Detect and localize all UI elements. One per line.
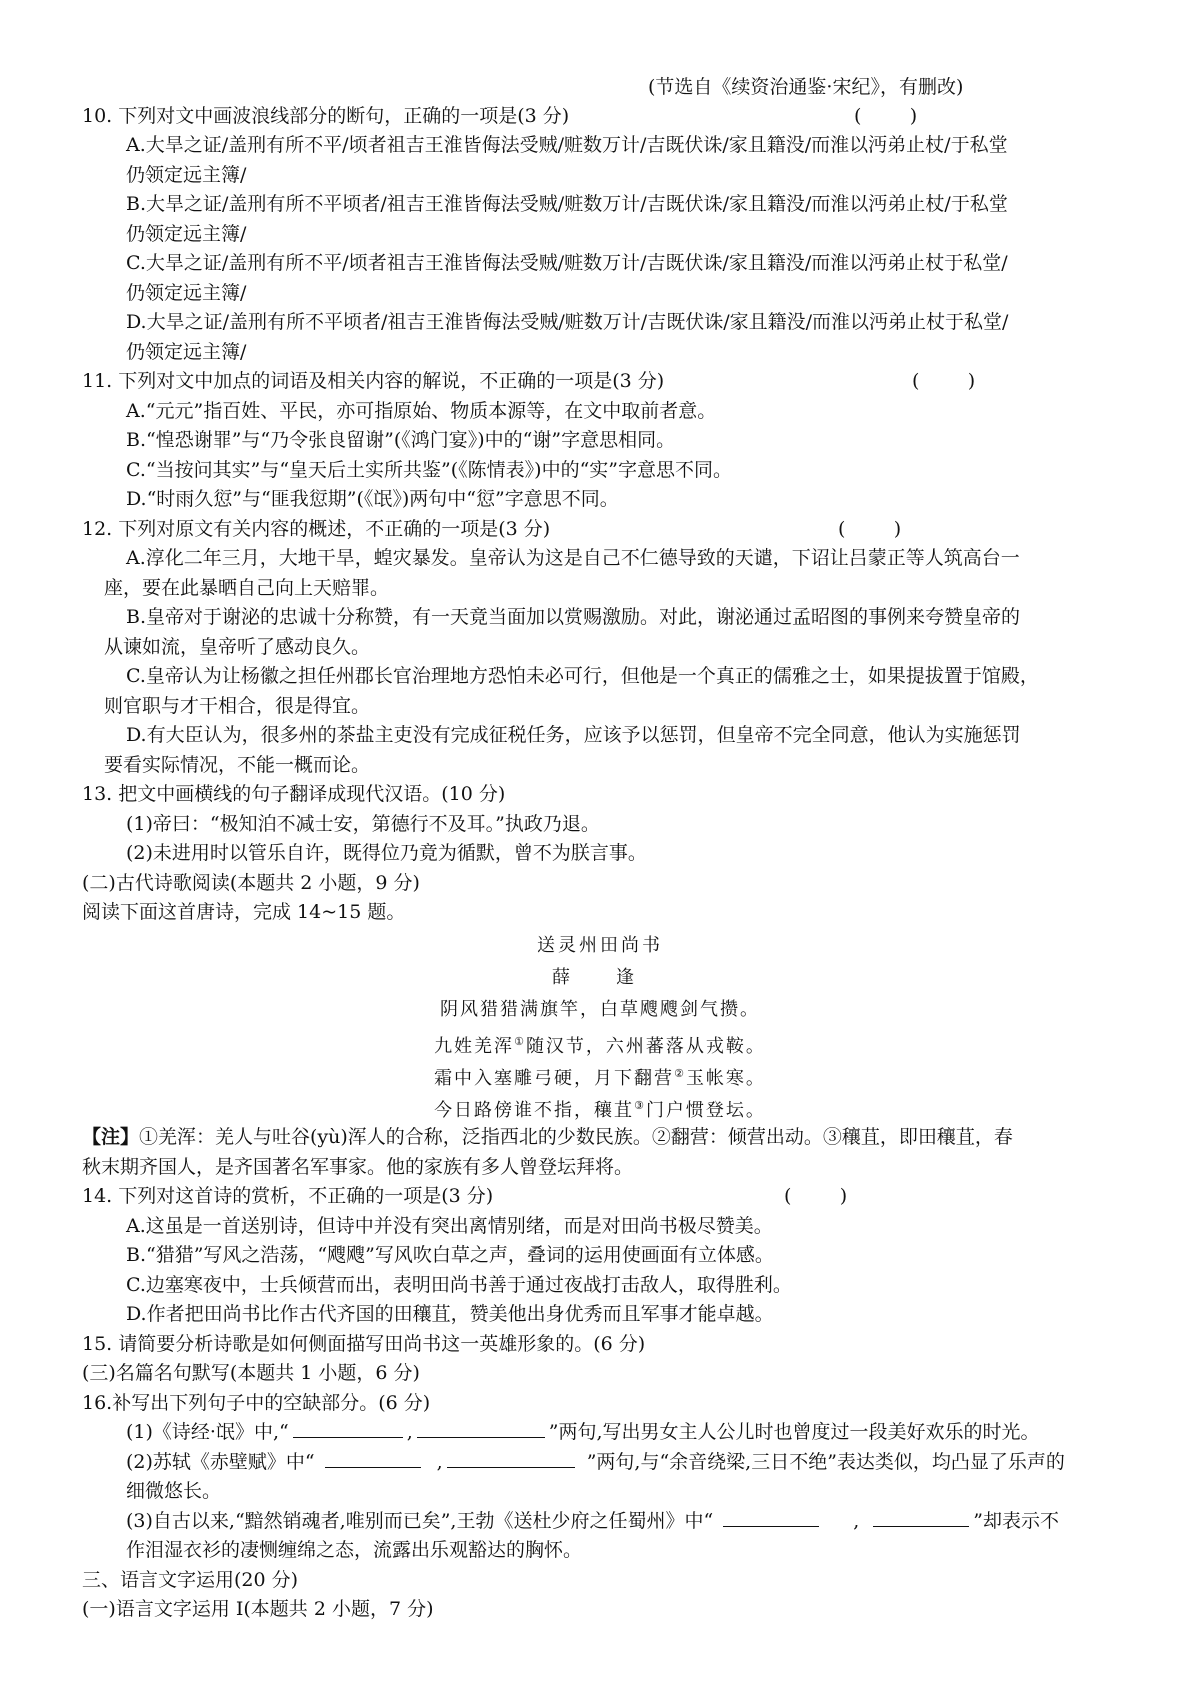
question-10-answer-paren: ( ) xyxy=(854,105,918,127)
question-12-stem: 12. 下列对原文有关内容的概述，不正确的一项是(3 分) xyxy=(82,518,551,540)
poem-line-3: 霜中入塞雕弓硬，月下翻营②玉帐寒。 xyxy=(434,1067,766,1089)
question-12-option-c-cont: 则官职与才干相合，很是得宜。 xyxy=(104,695,371,717)
question-11-stem: 11. 下列对文中加点的词语及相关内容的解说，不正确的一项是(3 分) xyxy=(82,370,665,392)
question-16-item-1: (1)《诗经·氓》中,“ , ”两句,写出男女主人公儿时也曾度过一段美好欢乐的时光。 xyxy=(126,1417,1040,1447)
question-11-option-c: C.“当按问其实”与“皇天后土实所共鉴”(《陈情表》)中的“实”字意思不同。 xyxy=(126,459,733,481)
poem-title: 送灵州田尚书 xyxy=(537,935,663,956)
fill-blank-1a[interactable] xyxy=(293,1417,403,1438)
note-label: 【注】 xyxy=(82,1126,140,1148)
question-12-answer-paren: ( ) xyxy=(838,518,902,540)
section-3-heading: (三)名篇名句默写(本题共 1 小题，6 分) xyxy=(82,1362,420,1384)
question-10-option-a-cont: 仍领定远主簿/ xyxy=(126,164,247,186)
question-14-option-b: B.“猎猎”写风之浩荡，“飕飕”写风吹白草之声，叠词的运用使画面有立体感。 xyxy=(126,1244,774,1266)
question-10-option-c-cont: 仍领定远主簿/ xyxy=(126,282,247,304)
question-10-option-b-cont: 仍领定远主簿/ xyxy=(126,223,247,245)
question-14-option-a: A.这虽是一首送别诗，但诗中并没有突出离情别绪，而是对田尚书极尽赞美。 xyxy=(126,1215,773,1237)
question-13-sentence-1: (1)帝曰：“极知泊不减士安，第德行不及耳。”执政乃退。 xyxy=(126,813,600,835)
question-13-stem: 13. 把文中画横线的句子翻译成现代汉语。(10 分) xyxy=(82,783,506,805)
question-16-item-2-cont: 细微悠长。 xyxy=(126,1480,222,1502)
question-16-item-3-cont: 作泪湿衣衫的凄恻缠绵之态，流露出乐观豁达的胸怀。 xyxy=(126,1539,583,1561)
question-10-option-d-cont: 仍领定远主簿/ xyxy=(126,341,247,363)
question-16-item-2: (2)苏轼《赤壁赋》中“ , ”两句,与“余音绕梁,三日不绝”表达类似，均凸显了乐声的 xyxy=(126,1447,1065,1477)
question-12-option-b-cont: 从谏如流，皇帝听了感动良久。 xyxy=(104,636,371,658)
question-11-option-d: D.“时雨久愆”与“匪我愆期”(《氓》)两句中“愆”字意思不同。 xyxy=(126,488,619,510)
question-14-option-c: C.边塞寒夜中，士兵倾营而出，表明田尚书善于通过夜战打击敌人，取得胜利。 xyxy=(126,1274,792,1296)
poem-line-4: 今日路傍谁不指，穰苴③门户惯登坛。 xyxy=(434,1099,766,1121)
question-14-answer-paren: ( ) xyxy=(784,1185,848,1207)
question-16-item-3: (3)自古以来,“黯然销魂者,唯别而已矣”,王勃《送杜少府之任蜀州》中“ , ”却表示不 xyxy=(126,1506,1059,1536)
question-12-option-d: D.有大臣认为，很多州的茶盐主吏没有完成征税任务，应该予以惩罚，但皇帝不完全同意，他认为实施惩罚 xyxy=(126,724,1021,746)
question-12-option-a-cont: 座，要在此暴晒自己向上天赔罪。 xyxy=(104,577,390,599)
fill-blank-3b[interactable] xyxy=(873,1506,969,1527)
fill-blank-1b[interactable] xyxy=(417,1417,545,1438)
fill-blank-3a[interactable] xyxy=(723,1506,819,1527)
poem-author: 薛 逢 xyxy=(552,967,648,988)
question-10-option-c: C.大旱之证/盖刑有所不平/顷者祖吉王淮皆侮法受贼/赃数万计/吉既伏诛/家且籍没/而淮以沔弟止杖于私堂/ xyxy=(126,252,1008,274)
source-note: (节选自《续资治通鉴·宋纪》，有删改) xyxy=(648,76,964,98)
fill-blank-2a[interactable] xyxy=(325,1447,421,1468)
question-16-stem: 16.补写出下列句子中的空缺部分。(6 分) xyxy=(82,1392,431,1414)
section-2-intro: 阅读下面这首唐诗，完成 14~15 题。 xyxy=(82,901,406,923)
question-13-sentence-2: (2)未进用时以管乐自许，既得位乃竟为循默，曾不为朕言事。 xyxy=(126,842,647,864)
question-14-stem: 14. 下列对这首诗的赏析，不正确的一项是(3 分) xyxy=(82,1185,494,1207)
question-10-option-d: D.大旱之证/盖刑有所不平顷者/祖吉王淮皆侮法受贼/赃数万计/吉既伏诛/家且籍没/而淮以沔弟止杖于私堂/ xyxy=(126,311,1009,333)
question-12-option-b: B.皇帝对于谢泌的忠诚十分称赞，有一天竟当面加以赏赐激励。对此，谢泌通过孟昭图的事例来夸赞皇帝的 xyxy=(126,606,1021,628)
section-2-heading: (二)古代诗歌阅读(本题共 2 小题，9 分) xyxy=(82,872,420,894)
poem-note: 【注】①羌浑：羌人与吐谷(yù)浑人的合称，泛指西北的少数民族。②翻营：倾营出动。③穰苴，即田穰苴，春 xyxy=(82,1126,1013,1148)
question-12-option-a: A.淳化二年三月，大地干旱，蝗灾暴发。皇帝认为这是自己不仁德导致的天谴，下诏让吕蒙正等人筑高台一 xyxy=(126,547,1020,569)
question-15-stem: 15. 请简要分析诗歌是如何侧面描写田尚书这一英雄形象的。(6 分) xyxy=(82,1333,646,1355)
question-12-option-d-cont: 要看实际情况，不能一概而论。 xyxy=(104,754,371,776)
question-10-option-a: A.大旱之证/盖刑有所不平/顷者祖吉王淮皆侮法受贼/赃数万计/吉既伏诛/家且籍没/而淮以沔弟止杖/于私堂 xyxy=(126,134,1008,156)
question-12-option-c: C.皇帝认为让杨徽之担任州郡长官治理地方恐怕未必可行，但他是一个真正的儒雅之士，如果提拔置于馆殿， xyxy=(126,665,1039,687)
question-11-option-b: B.“惶恐谢罪”与“乃令张良留谢”(《鸿门宴》)中的“谢”字意思相同。 xyxy=(126,429,676,451)
poem-note-cont: 秋末期齐国人，是齐国著名军事家。他的家族有多人曾登坛拜将。 xyxy=(82,1156,634,1178)
poem-line-2: 九姓羌浑①随汉节，六州蕃落从戎鞍。 xyxy=(434,1035,766,1057)
question-10-option-b: B.大旱之证/盖刑有所不平顷者/祖吉王淮皆侮法受贼/赃数万计/吉既伏诛/家且籍没/而淮以沔弟止杖/于私堂 xyxy=(126,193,1008,215)
poem-line-1: 阴风猎猎满旗竿，白草飕飕剑气攒。 xyxy=(440,999,760,1020)
question-11-answer-paren: ( ) xyxy=(912,370,976,392)
question-14-option-d: D.作者把田尚书比作古代齐国的田穰苴，赞美他出身优秀而且军事才能卓越。 xyxy=(126,1303,774,1325)
fill-blank-2b[interactable] xyxy=(447,1447,575,1468)
question-11-option-a: A.“元元”指百姓、平民，亦可指原始、物质本源等，在文中取前者意。 xyxy=(126,400,717,422)
part-3-subheading: (一)语言文字运用 I(本题共 2 小题，7 分) xyxy=(82,1598,434,1620)
question-10-stem: 10. 下列对文中画波浪线部分的断句，正确的一项是(3 分) xyxy=(82,105,570,127)
part-3-heading: 三、语言文字运用(20 分) xyxy=(82,1569,299,1591)
